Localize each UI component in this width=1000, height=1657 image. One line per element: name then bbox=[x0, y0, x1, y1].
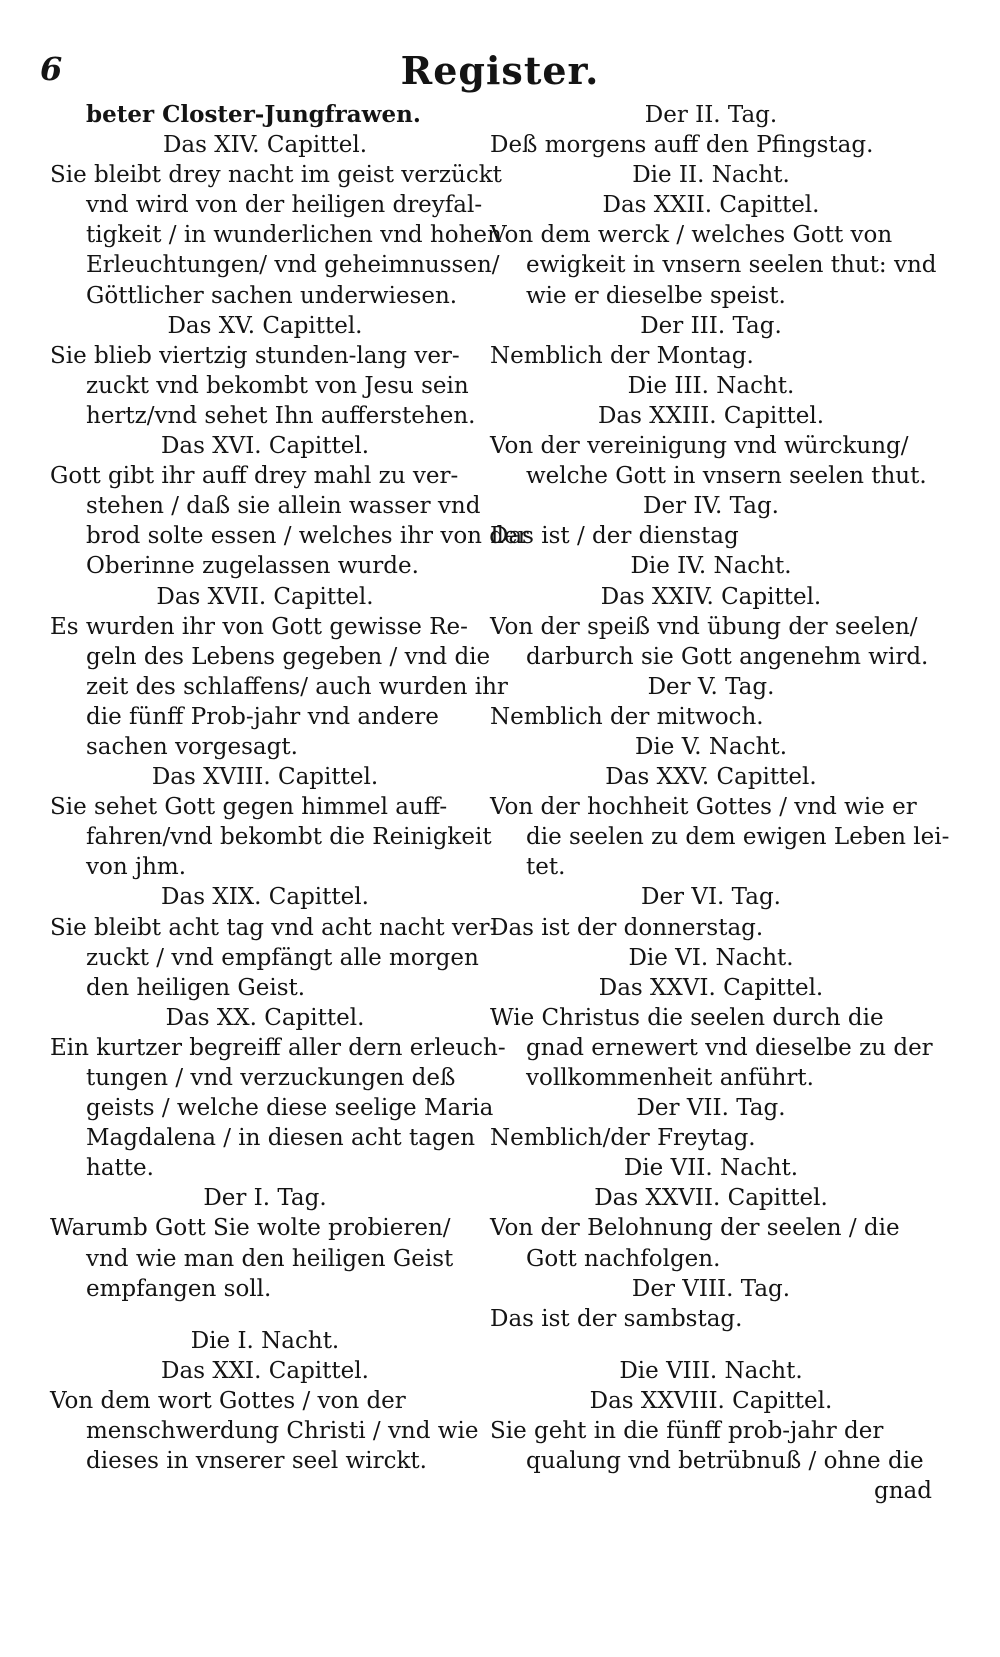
entry-continuation-line: von jhm. bbox=[86, 854, 187, 881]
section-heading: Die V. Nacht. bbox=[634, 733, 787, 760]
section-heading: Der IV. Tag. bbox=[643, 493, 779, 520]
right-column bbox=[490, 100, 950, 1506]
section-heading: Das XXIII. Capittel. bbox=[597, 402, 825, 429]
entry-first-line: Das ist der donnerstag. bbox=[490, 914, 764, 941]
entry-continuation-line: menschwerdung Christi / vnd wie bbox=[86, 1418, 479, 1445]
entry-continuation-line: tungen / vnd verzuckungen deß bbox=[86, 1065, 456, 1091]
entry-first-line: Von der hochheit Gottes / vnd wie er bbox=[490, 794, 917, 821]
section-heading: Das XXI. Capittel. bbox=[161, 1357, 369, 1384]
entry-first-line: Sie bleibt acht tag vnd acht nacht ver- bbox=[50, 914, 498, 941]
entry-continuation-line: zuckt vnd bekombt von Jesu sein bbox=[86, 372, 469, 399]
entry-first-line: Von der vereinigung vnd würckung/ bbox=[490, 433, 909, 460]
section-heading: Das XXVIII. Capittel. bbox=[589, 1387, 833, 1414]
entry-continuation-line: den heiligen Geist. bbox=[86, 974, 306, 1001]
entry-first-line: Nemblich/der Freytag. bbox=[490, 1125, 756, 1152]
entry-continuation-line: Magdalena / in diesen acht tagen bbox=[86, 1125, 476, 1152]
entry-continuation-line: darburch sie Gott angenehm wird. bbox=[526, 643, 929, 670]
entry-first-line: Ein kurtzer begreiff aller dern erleuch- bbox=[50, 1034, 506, 1061]
entry-continuation-line: Gott nachfolgen. bbox=[526, 1245, 721, 1272]
catchword: gnad bbox=[874, 1478, 932, 1505]
entry-continuation-line: Göttlicher sachen underwiesen. bbox=[86, 282, 458, 309]
entry-continuation-line: tigkeit / in wunderlichen vnd hohen bbox=[86, 222, 502, 249]
entry-first-line: Sie geht in die fünff prob-jahr der bbox=[490, 1418, 884, 1445]
spacer bbox=[50, 1304, 480, 1326]
section-heading: Das XXIV. Capittel. bbox=[600, 583, 822, 610]
section-heading: Die VIII. Nacht. bbox=[619, 1357, 803, 1384]
entry-continuation-line: vollkommenheit anführt. bbox=[526, 1065, 814, 1091]
entry-continuation-line: brod solte essen / welches ihr von der bbox=[86, 523, 529, 550]
section-heading: Die III. Nacht. bbox=[627, 372, 795, 399]
entry-first-line: Von dem werck / welches Gott von bbox=[490, 222, 893, 249]
entry-continuation-line: gnad ernewert vnd dieselbe zu der bbox=[526, 1034, 933, 1061]
entry-first-line: Das ist / der dienstag bbox=[490, 523, 739, 550]
entry-continuation-line: hertz/vnd sehet Ihn aufferstehen. bbox=[86, 402, 476, 429]
entry-first-line: Wie Christus die seelen durch die bbox=[490, 1004, 884, 1031]
section-heading: Das XV. Capittel. bbox=[167, 312, 363, 339]
entry-continuation-line: zuckt / vnd empfängt alle morgen bbox=[86, 944, 479, 971]
section-heading: Der VII. Tag. bbox=[636, 1095, 786, 1122]
entry-first-line: Von der speiß vnd übung der seelen/ bbox=[490, 613, 918, 640]
section-heading: Das XVIII. Capittel. bbox=[151, 764, 379, 791]
section-heading: Die VII. Nacht. bbox=[623, 1155, 799, 1182]
running-head: Register. bbox=[400, 48, 600, 93]
section-heading: Die I. Nacht. bbox=[190, 1327, 340, 1354]
section-heading: Das XIV. Capittel. bbox=[162, 132, 368, 159]
section-heading: Der VIII. Tag. bbox=[631, 1275, 791, 1302]
entry-continuation-line: die seelen zu dem ewigen Leben lei- bbox=[526, 824, 950, 851]
entry-first-line: Von der Belohnung der seelen / die bbox=[490, 1215, 900, 1242]
entry-continuation-line: fahren/vnd bekombt die Reinigkeit bbox=[86, 824, 492, 851]
entry-first-line: Nemblich der Montag. bbox=[490, 342, 754, 369]
entry-continuation-line: hatte. bbox=[86, 1155, 154, 1182]
section-heading: Das XVII. Capittel. bbox=[156, 583, 374, 610]
entry-first-line: Von dem wort Gottes / von der bbox=[50, 1387, 406, 1414]
section-heading: Das XXII. Capittel. bbox=[602, 192, 820, 219]
entry-continuation-line: die fünff Prob-jahr vnd andere bbox=[86, 703, 439, 730]
section-heading: Der VI. Tag. bbox=[641, 884, 781, 911]
entry-continuation-line: tet. bbox=[526, 854, 566, 881]
entry-first-line: Es wurden ihr von Gott gewisse Re- bbox=[50, 613, 468, 640]
page-number: 6 bbox=[40, 50, 63, 88]
entry-first-line: Gott gibt ihr auff drey mahl zu ver- bbox=[50, 463, 459, 490]
entry-continuation-line: Oberinne zugelassen wurde. bbox=[86, 553, 419, 580]
entry-continuation-line: vnd wird von der heiligen dreyfal- bbox=[86, 192, 483, 219]
entry-continuation-line: Erleuchtungen/ vnd geheimnussen/ bbox=[86, 252, 500, 279]
entry-continuation-line: zeit des schlaffens/ auch wurden ihr bbox=[86, 673, 508, 700]
entry-continuation-line: dieses in vnserer seel wirckt. bbox=[86, 1448, 427, 1475]
section-heading: Der V. Tag. bbox=[647, 673, 775, 700]
entry-first-line: Sie bleibt drey nacht im geist verzückt bbox=[50, 162, 502, 189]
entry-continuation-line: empfangen soll. bbox=[86, 1275, 272, 1302]
entry-first-line: Sie sehet Gott gegen himmel auff- bbox=[50, 794, 448, 821]
entry-continuation-line: qualung vnd betrübnuß / ohne die bbox=[526, 1448, 924, 1475]
spacer bbox=[490, 1334, 932, 1356]
entry-first-line: Das ist der sambstag. bbox=[490, 1305, 743, 1332]
section-heading: Die VI. Nacht. bbox=[628, 944, 794, 971]
left-column bbox=[50, 100, 529, 1476]
section-heading: Die IV. Nacht. bbox=[630, 553, 792, 580]
entry-continuation-line: vnd wie man den heiligen Geist bbox=[86, 1245, 454, 1272]
entry-continuation-line: geln des Lebens gegeben / vnd die bbox=[86, 643, 491, 670]
entry-continuation-line: beter Closter-Jungfrawen. bbox=[86, 101, 421, 128]
entry-first-line: Deß morgens auff den Pfingstag. bbox=[490, 132, 874, 159]
section-heading: Das XXVI. Capittel. bbox=[598, 974, 824, 1001]
entry-continuation-line: ewigkeit in vnsern seelen thut: vnd bbox=[526, 252, 937, 279]
section-heading: Das XXVII. Capittel. bbox=[594, 1185, 828, 1212]
entry-first-line: Warumb Gott Sie wolte probieren/ bbox=[50, 1215, 451, 1242]
section-heading: Der III. Tag. bbox=[640, 312, 782, 339]
entry-first-line: Nemblich der mitwoch. bbox=[490, 703, 764, 730]
section-heading: Die II. Nacht. bbox=[632, 162, 790, 189]
entry-continuation-line: wie er dieselbe speist. bbox=[526, 282, 786, 309]
section-heading: Das XIX. Capittel. bbox=[161, 884, 369, 911]
entry-first-line: Sie blieb viertzig stunden-lang ver- bbox=[50, 342, 460, 369]
entry-continuation-line: sachen vorgesagt. bbox=[86, 733, 298, 760]
entry-continuation-line: geists / welche diese seelige Maria bbox=[86, 1095, 494, 1122]
entry-continuation-line: stehen / daß sie allein wasser vnd bbox=[86, 493, 481, 520]
section-heading: Das XXV. Capittel. bbox=[605, 764, 817, 791]
section-heading: Das XX. Capittel. bbox=[165, 1004, 365, 1031]
section-heading: Der II. Tag. bbox=[644, 102, 778, 128]
entry-continuation-line: welche Gott in vnsern seelen thut. bbox=[526, 463, 927, 490]
section-heading: Das XVI. Capittel. bbox=[160, 433, 370, 460]
section-heading: Der I. Tag. bbox=[203, 1185, 327, 1212]
